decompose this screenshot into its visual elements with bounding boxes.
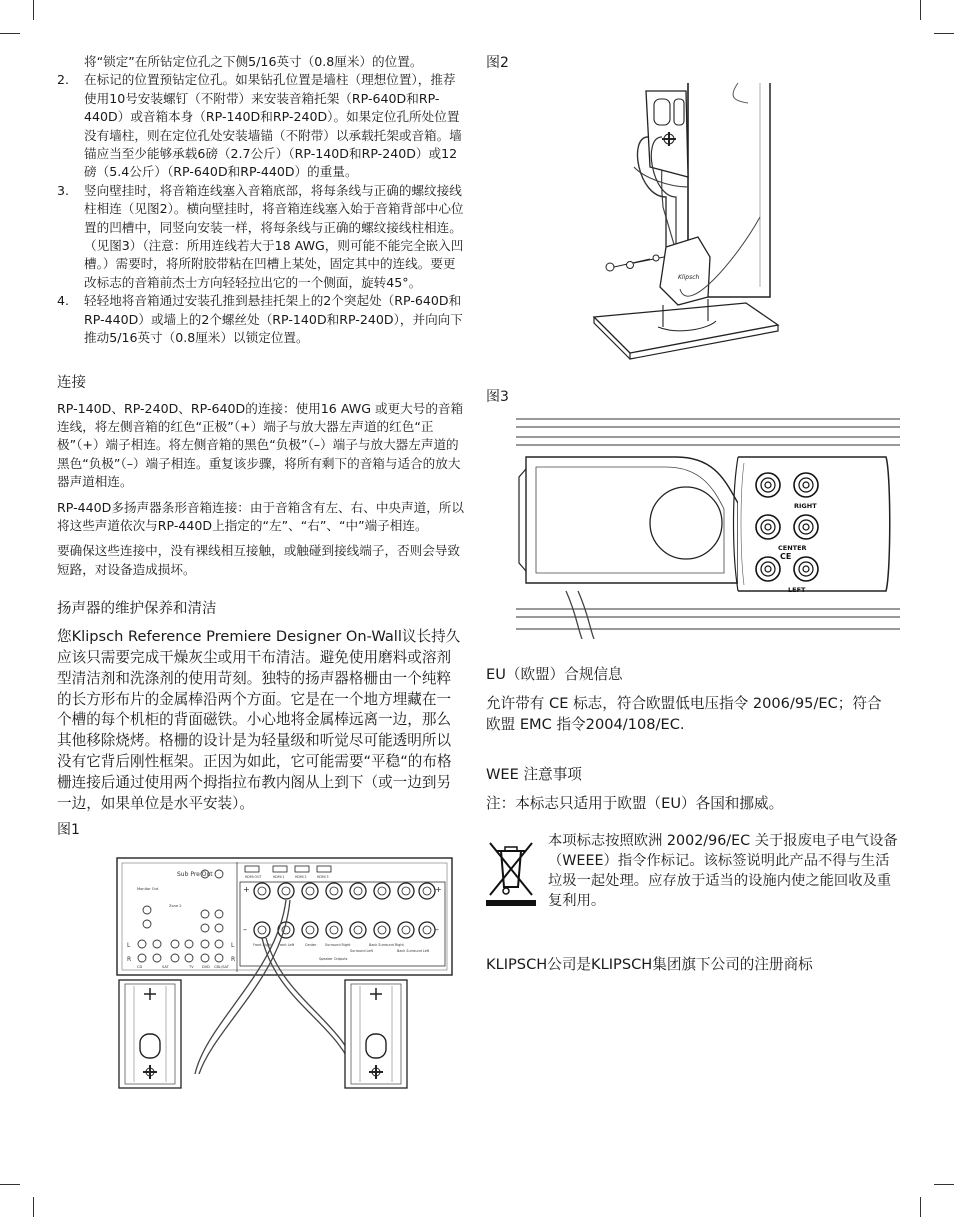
zone-2-label: Zone 2 [169, 904, 182, 909]
eu-heading: EU（欧盟）合规信息 [486, 666, 623, 683]
step-number: 4. [57, 293, 70, 309]
figure-1-label: 图1 [57, 822, 80, 839]
right-speaker [345, 980, 407, 1088]
cd-label: CD [137, 965, 143, 970]
weee-section [486, 832, 898, 917]
connect-paragraph-1: RP-140D、RP-240D、RP-640D的连接：使用16 AWG 或更大号的音箱连线，将左侧音箱的红色“正极”（+）端子与放大器左声道的红色“正极”（+）端子相连。将左侧音箱的黑色“负极”（–）端子与放大器左声道的黑色“负极”（–）端子相连。重复该步骤，将所有剩下的音箱与适合的放大器声道相连。 [57, 400, 464, 490]
step-text: 竖向壁挂时，将音箱连线塞入音箱底部，将每条线与正确的螺纹接线柱相连（见图2）。横向壁挂时，将音箱连线塞入始于音箱背部中心位置的凹槽中，同竖向安装一样，将每条线与正确的螺纹接线柱相连。（见图3）（注意：所用连线若大于18 AWG，则可能不能完全嵌入凹槽。）需要时，将所附胶带粘在凹槽上某处，固定其中的连线。要更改标志的音箱前杰士方向轻轻拉出它的一个侧面，旋转45°。 [84, 182, 464, 290]
figure-2-speaker-bracket [538, 77, 798, 377]
sub-pre-out-label: Sub Pre Out [177, 871, 213, 879]
step-text: 轻轻地将音箱通过安装孔推到悬挂托架上的2个突起处（RP-640D和RP-440D）或墙上的2个螺丝处（RP-140D和RP-240D），并向向下推动5/16英寸（0.8厘米）以锁定位置。 [84, 293, 463, 346]
cbl-sat-label: CBL/SAT [214, 965, 229, 970]
surround-left-label: Surround Left [350, 949, 373, 954]
eu-text: 允许带有 CE 标志，符合欧盟低电压指令 2006/95/EC；符合欧盟 EMC 指令2004/108/EC. [486, 694, 882, 733]
crop-mark-top-left-h [0, 33, 20, 34]
front-right-label: Front Right [253, 943, 272, 948]
figure-3-label: 图3 [486, 389, 509, 405]
right-column [486, 53, 896, 976]
step-1-continuation: 将“锁定”在所钻定位孔之下侧5/16英寸（0.8厘米）的位置。 [84, 54, 423, 69]
figure-2-label: 图2 [486, 55, 509, 71]
crop-mark-top-right-v [920, 0, 921, 20]
klipsch-logo: Klipsch [678, 274, 700, 281]
step-text: 在标记的位置预钻定位孔。如果钻孔位置是墙柱（理想位置），推荐使用10号安装螺钉（不附带）来安装音箱托架（RP-640D和RP-440D）或音箱本身（RP-140D和RP-240D）。如果定位孔所处位置没有墙柱，则在定位孔处安装墙锚（不附带）以承载托架或音箱。墙锚应当至少能够承载6磅（2.7公斤）（RP-140D和RP-240D）或12磅（5.4公斤）（RP-640D和RP-440D）的重量。 [84, 72, 462, 180]
minus-sign-right: – [435, 925, 439, 935]
surround-right-label: Surround Right [325, 943, 351, 948]
connect-paragraph-3: 要确保这些连接中，没有裸线相互接触，或触碰到接线端子，否则会导致短路，对设备造成损坏。 [57, 543, 460, 577]
left-speaker [119, 980, 181, 1088]
ce-mark: CE [780, 552, 792, 561]
wee-note: 注：本标志只适用于欧盟（EU）各国和挪威。 [486, 795, 784, 813]
step-3 [57, 182, 464, 292]
center-label: Center [305, 943, 317, 948]
terminal-left-label: LEFT [788, 586, 806, 594]
hdmi-1-label: HDMI 1 [273, 875, 285, 880]
step-4 [57, 292, 464, 347]
hdmi-3-label: HDMI 3 [317, 875, 329, 880]
crop-mark-top-right-h [934, 33, 954, 34]
monitor-out-label: Monitor Out [137, 887, 159, 892]
figure-3-terminal-panel [516, 413, 900, 639]
back-surround-right-label: Back Surround Right [369, 943, 404, 948]
plus-sign-right: + [435, 885, 442, 895]
crop-mark-bottom-right-v [920, 1197, 921, 1217]
hdmi-2-label: HDMI 2 [295, 875, 307, 880]
front-left-label: Front Left [278, 943, 295, 948]
sat-label: SAT [162, 965, 169, 970]
back-surround-left-label: Back Surround Left [397, 949, 430, 954]
speaker-outputs-label: Speaker Outputs [319, 957, 348, 962]
terminal-right-label: RIGHT [794, 502, 817, 510]
tv-label: TV [189, 965, 194, 970]
minus-sign-left: – [243, 925, 247, 935]
channel-r-label-right: R [231, 956, 236, 964]
care-paragraph: 您Klipsch Reference Premiere Designer On-Wall议长持久应该只需要完成干燥灰尘或用干布清洁。避免使用磨料或溶剂型清洁剂和洗涤剂的使用苛刻。独特的扬声器格栅由一个纯粹的长方形布片的金属棒沿两个方面。它是在一个地方埋藏在一个槽的每个机柜的背面磁铁。小心地将金属棒远离一边，那么其他移除烧烤。格栅的设计是为轻量级和听觉尽可能透明所以没有它背后刚性框架。正因为如此，它可能需要“平稳“的布格栅连接后通过使用两个拇指拉布教内阁从上到下（或一边到另一边，如果单位是水平安装）。 [57, 628, 461, 812]
dvd-label: DVD [202, 965, 210, 970]
plus-sign-left: + [243, 885, 250, 895]
channel-l-label: L [127, 942, 131, 950]
install-steps [57, 71, 464, 347]
channel-r-label: R [127, 956, 132, 964]
care-heading: 扬声器的维护保养和清洁 [57, 601, 217, 618]
weee-bin-icon [486, 837, 536, 907]
weee-text: 本项标志按照欧洲 2002/96/EC 关于报废电子电气设备（WEEE）指令作标记。该标签说明此产品不得与生活垃圾一起处理。应存放于适当的设施内使之能回收及重复利用。 [548, 832, 898, 909]
step-2 [57, 71, 464, 181]
crop-mark-top-left-v [33, 0, 34, 20]
crop-mark-bottom-left-v [33, 1197, 34, 1217]
step-number: 3. [57, 182, 70, 198]
channel-l-label-right: L [231, 942, 235, 950]
connect-heading: 连接 [57, 374, 86, 391]
left-column [57, 53, 464, 1092]
hdmi-out-label: HDMI OUT [245, 875, 262, 880]
crop-mark-bottom-left-h [0, 1184, 20, 1185]
figure-1-receiver-wiring [107, 852, 467, 1092]
wee-heading: WEE 注意事项 [486, 766, 582, 784]
trademark-text: KLIPSCH公司是KLIPSCH集团旗下公司的注册商标 [486, 955, 813, 973]
crop-mark-bottom-right-h [934, 1184, 954, 1185]
step-number: 2. [57, 72, 70, 88]
connect-paragraph-2: RP-440D多扬声器条形音箱连接：由于音箱含有左、右、中央声道，所以将这些声道依次与RP-440D上指定的“左”、“右”、“中”端子相连。 [57, 499, 464, 533]
terminal-center-label: CENTER [778, 544, 807, 552]
